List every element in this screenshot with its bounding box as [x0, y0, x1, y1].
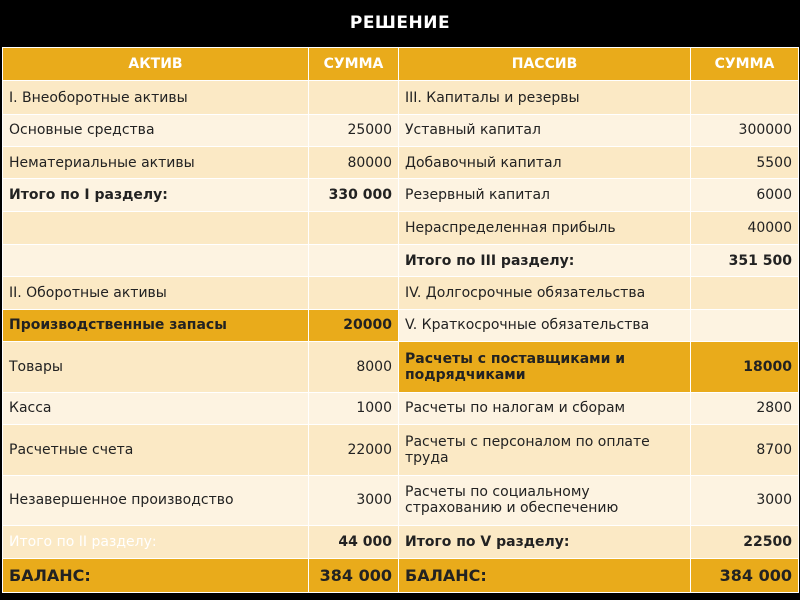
liability-sum-cell: 3000 — [691, 475, 799, 526]
asset-total-value: 384 000 — [309, 559, 399, 593]
asset-cell: Нематериальные активы — [3, 147, 309, 179]
liability-cell: III. Капиталы и резервы — [399, 81, 691, 114]
table-row — [3, 475, 799, 526]
liability-sum-cell: 351 500 — [691, 245, 799, 277]
asset-sum-cell: 80000 — [309, 147, 399, 179]
table-row — [3, 392, 799, 424]
liability-sum-cell: 6000 — [691, 179, 799, 211]
asset-cell: Производственные запасы — [3, 309, 309, 341]
asset-sum-cell: 3000 — [309, 475, 399, 526]
table-row — [3, 114, 799, 146]
table-row — [3, 425, 799, 476]
asset-cell: II. Оборотные активы — [3, 277, 309, 309]
liability-cell: Резервный капитал — [399, 179, 691, 211]
table-row — [3, 81, 799, 114]
asset-sum-cell: 25000 — [309, 114, 399, 146]
asset-sum-cell: 44 000 — [309, 526, 399, 559]
liability-sum-cell: 22500 — [691, 526, 799, 559]
liability-cell: V. Краткосрочные обязательства — [399, 309, 691, 341]
table-row — [3, 342, 799, 393]
table-row — [3, 245, 799, 277]
table-row — [3, 309, 799, 341]
asset-cell: Итого по II разделу: — [3, 526, 309, 559]
asset-cell: Расчетные счета — [3, 425, 309, 476]
asset-sum-cell: 8000 — [309, 342, 399, 393]
asset-sum-cell: 20000 — [309, 309, 399, 341]
asset-sum-cell — [309, 245, 399, 277]
table-row — [3, 147, 799, 179]
liability-cell: Расчеты по налогам и сборам — [399, 392, 691, 424]
liability-cell: IV. Долгосрочные обязательства — [399, 277, 691, 309]
table-row — [3, 179, 799, 211]
table-row — [3, 526, 799, 559]
asset-cell: I. Внеоборотные активы — [3, 81, 309, 114]
liability-cell: Добавочный капитал — [399, 147, 691, 179]
asset-sum-cell: 1000 — [309, 392, 399, 424]
asset-cell: Товары — [3, 342, 309, 393]
liability-cell: Уставный капитал — [399, 114, 691, 146]
asset-sum-cell — [309, 211, 399, 244]
liability-cell: Расчеты по социальному страхованию и обеспечению — [399, 475, 691, 526]
asset-total-label: БАЛАНС: — [3, 559, 309, 593]
header-sum-liability: СУММА — [691, 48, 799, 81]
header-asset: АКТИВ — [3, 48, 309, 81]
asset-cell — [3, 211, 309, 244]
balance-table — [2, 47, 799, 593]
liability-total-value: 384 000 — [691, 559, 799, 593]
liability-sum-cell: 2800 — [691, 392, 799, 424]
liability-sum-cell — [691, 309, 799, 341]
liability-sum-cell — [691, 277, 799, 309]
asset-cell: Касса — [3, 392, 309, 424]
liability-cell: Нераспределенная прибыль — [399, 211, 691, 244]
liability-sum-cell: 40000 — [691, 211, 799, 244]
liability-sum-cell — [691, 81, 799, 114]
liability-sum-cell: 8700 — [691, 425, 799, 476]
liability-cell: Итого по V разделу: — [399, 526, 691, 559]
total-row — [3, 559, 799, 593]
asset-cell — [3, 245, 309, 277]
header-row — [3, 48, 799, 81]
table-row — [3, 211, 799, 244]
asset-cell: Итого по I разделу: — [3, 179, 309, 211]
header-liability: ПАССИВ — [399, 48, 691, 81]
asset-sum-cell — [309, 277, 399, 309]
liability-sum-cell: 18000 — [691, 342, 799, 393]
liability-cell: Расчеты с персоналом по оплате труда — [399, 425, 691, 476]
asset-sum-cell: 22000 — [309, 425, 399, 476]
liability-cell: Итого по III разделу: — [399, 245, 691, 277]
liability-cell: Расчеты с поставщиками и подрядчиками — [399, 342, 691, 393]
liability-total-label: БАЛАНС: — [399, 559, 691, 593]
asset-sum-cell: 330 000 — [309, 179, 399, 211]
asset-cell: Основные средства — [3, 114, 309, 146]
header-sum-asset: СУММА — [309, 48, 399, 81]
asset-sum-cell — [309, 81, 399, 114]
slide-title: РЕШЕНИЕ — [349, 13, 451, 33]
liability-sum-cell: 5500 — [691, 147, 799, 179]
table-row — [3, 277, 799, 309]
liability-sum-cell: 300000 — [691, 114, 799, 146]
asset-cell: Незавершенное производство — [3, 475, 309, 526]
